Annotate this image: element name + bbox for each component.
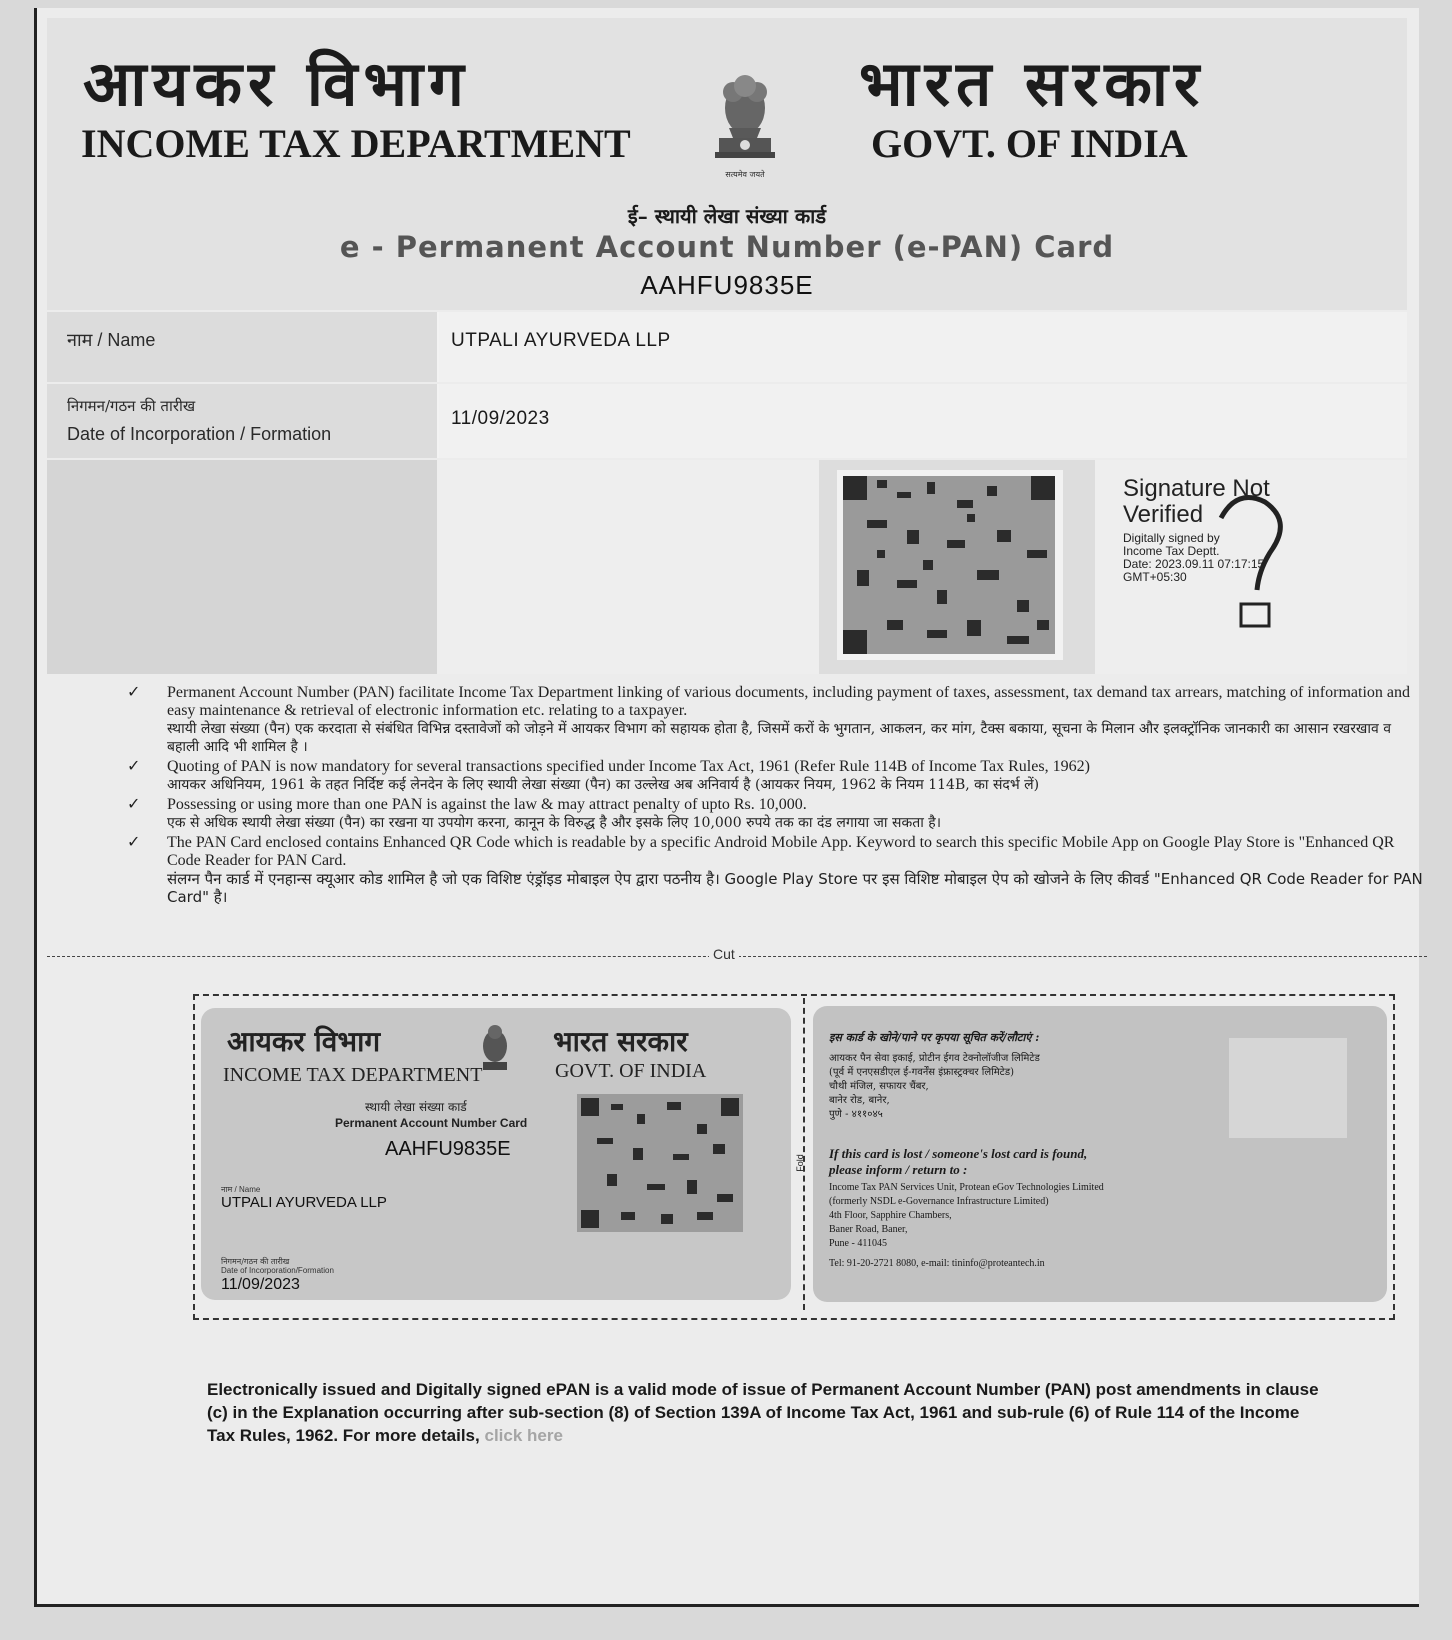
note-item: ✓ The PAN Card enclosed contains Enhanced QR Code which is readable by a specific Android Mobile App. Keyword to search this specific Mobile App on Google Play Store is "Enhanced QR Code Reader for PAN Card. संलग्न पैन कार्ड में एनहान्स क्यूआर कोड शामिल है जो एक विशिष्ट एंड्रॉइड मोबाइल ऐप द्वारा पठनीय है। Google Play Store पर इस विशिष्ट मोबाइल ऐप को खोजने के लिए कीवर्ड "Enhanced QR Code Reader for PAN Card" है। (127, 834, 1423, 906)
date-row (47, 384, 1407, 458)
card-name-label: नाम / Name (221, 1185, 261, 1194)
card-type-english: Permanent Account Number Card (335, 1116, 528, 1130)
card-date-label-english: Date of Incorporation/Formation (221, 1266, 334, 1275)
epan-document (34, 8, 1423, 1607)
note-item: ✓ Permanent Account Number (PAN) facilitate Income Tax Department linking of various documents, including payment of taxes, assessment, tax demand tax arrears, matching of information and easy maintenance & retrieval of electronic information etc. relating to a taxpayer. स्थायी लेखा संख्या (पैन) एक करदाता से संबंधित विभिन्न दस्तावेजों को जोड़ने में आयकर विभाग को सहायक होता है, जिसमें करों के भुगतान, आकलन, कर मांग, टैक्स बकाया, सूचना के मिलान और इलक्ट्रॉनिक जानकारी का आसान रखरखाव व बहाली आदि भी शामिल है । (127, 684, 1410, 755)
dept-hindi: आयकर विभाग (83, 47, 470, 120)
signature-status: Signature Not Verified (1123, 475, 1270, 528)
back-contact: Tel: 91-20-2721 8080, e-mail: tininfo@proteantech.in (829, 1258, 1045, 1269)
signature-line-4: GMT+05:30 (1123, 570, 1187, 584)
fold-label: Fold (794, 1154, 805, 1172)
title-english: e - Permanent Account Number (e-PAN) Card (339, 230, 1115, 264)
date-label-hindi: निगमन/गठन की तारीख (67, 397, 196, 415)
back-heading-hindi: इस कार्ड के खोने/पाने पर कृपया सूचित करें/लौटाएं : (829, 1031, 1040, 1044)
back-address-line: Baner Road, Baner, (829, 1224, 908, 1235)
signature-line-1: Digitally signed by (1123, 531, 1220, 545)
card-govt-hindi: भारत सरकार (553, 1025, 688, 1058)
back-address-line: 4th Floor, Sapphire Chambers, (829, 1210, 952, 1221)
back-address-hindi-line: आयकर पैन सेवा इकाई, प्रोटीन ईगव टेक्नोलॉजीज लिमिटेड (829, 1053, 1040, 1064)
card-dept-english: INCOME TAX DEPARTMENT (223, 1064, 483, 1086)
date-value: 11/09/2023 (451, 408, 550, 429)
date-label-english: Date of Incorporation / Formation (67, 424, 332, 444)
photo-placeholder (1229, 1038, 1347, 1138)
legal-footer (207, 1378, 1327, 1447)
signature-unverified-question-icon (1207, 494, 1297, 634)
back-address-hindi-line: चौथी मंजिल, सफायर चैंबर, (829, 1081, 929, 1092)
card-emblem-icon (477, 1022, 513, 1082)
back-address-line: (formerly NSDL e-Governance Infrastructure Limited) (829, 1196, 1049, 1207)
title-hindi: ई– स्थायी लेखा संख्या कार्ड (627, 204, 827, 228)
qr-code-icon (837, 470, 1063, 660)
back-address-hindi-line: बानेर रोड, बानेर, (829, 1095, 890, 1106)
card-pan-number: AAHFU9835E (385, 1138, 511, 1160)
back-heading-english-1: If this card is lost / someone's lost card is found, (829, 1146, 1088, 1161)
back-address-line: Pune - 411045 (829, 1238, 887, 1249)
card-govt-english: GOVT. OF INDIA (555, 1060, 707, 1082)
back-address-line: Income Tax PAN Services Unit, Protean eGov Technologies Limited (829, 1182, 1104, 1193)
signature-line-2: Income Tax Deptt. (1123, 544, 1220, 558)
emblem-motto: सत्यमेव जयते (725, 170, 765, 179)
pan-card-back (813, 1006, 1387, 1302)
name-label: नाम / Name (67, 330, 156, 350)
pan-card-front (201, 1008, 791, 1300)
national-emblem-icon (705, 68, 785, 178)
check-icon: ✓ (127, 796, 141, 813)
card-dept-hindi: आयकर विभाग (227, 1025, 381, 1058)
check-icon: ✓ (127, 834, 141, 851)
click-here-link[interactable]: click here (484, 1426, 563, 1445)
signature-line-3: Date: 2023.09.11 07:17:15 (1123, 557, 1265, 571)
back-address-hindi-line: पुणे - ४११०४५ (829, 1109, 883, 1120)
dept-english: INCOME TAX DEPARTMENT (81, 121, 631, 166)
card-name: UTPALI AYURVEDA LLP (221, 1194, 387, 1211)
card-title-block (47, 188, 1407, 310)
cut-label: Cut (709, 946, 739, 962)
check-icon: ✓ (127, 684, 141, 701)
check-icon: ✓ (127, 758, 141, 775)
card-type-hindi: स्थायी लेखा संख्या कार्ड (365, 1100, 467, 1114)
notes-list (127, 684, 1427, 908)
footer-text: Electronically issued and Digitally signed ePAN is a valid mode of issue of Permanent Account Number (PAN) post amendments in clause (c) in the Explanation occurring after sub-section (8) of Section 139A of Income Tax Act, 1961 and sub-rule (6) of Rule 114 of the Income Tax Rules, 1962. For more details, (207, 1380, 1319, 1445)
back-address-hindi-line: (पूर्व में एनएसडीएल ई-गवर्नेंस इंफ्रास्ट्रक्चर लिमिटेड) (829, 1067, 1014, 1078)
card-qr-code-icon (577, 1094, 743, 1232)
govt-hindi: भारत सरकार (859, 47, 1206, 120)
note-item: ✓ Quoting of PAN is now mandatory for several transactions specified under Income Tax Act, 1961 (Refer Rule 114B of Income Tax Rules, 1962) आयकर अधिनियम, 1961 के तहत निर्दिष्ट कई लेनदेन के लिए स्थायी लेखा संख्या (पैन) का उल्लेख अब अनिवार्य है (आयकर नियम, 1962 के नियम 114B, का संदर्भ लें) (127, 758, 1090, 793)
back-heading-english-2: please inform / return to : (829, 1162, 968, 1177)
pan-number: AAHFU9835E (640, 270, 814, 300)
govt-english: GOVT. OF INDIA (871, 121, 1188, 166)
name-value: UTPALI AYURVEDA LLP (451, 330, 671, 351)
name-row (47, 312, 1407, 382)
card-date-label-hindi: निगमन/गठन की तारीख (221, 1257, 290, 1266)
note-item: ✓ Possessing or using more than one PAN is against the law & may attract penalty of upto Rs. 10,000. एक से अधिक स्थायी लेखा संख्या (पैन) का रखना या उपयोग करना, कानून के विरुद्ध है और इसके लिए 10,000 रुपये तक का दंड लगाया जा सकता है। (127, 796, 942, 831)
card-date: 11/09/2023 (221, 1276, 300, 1293)
